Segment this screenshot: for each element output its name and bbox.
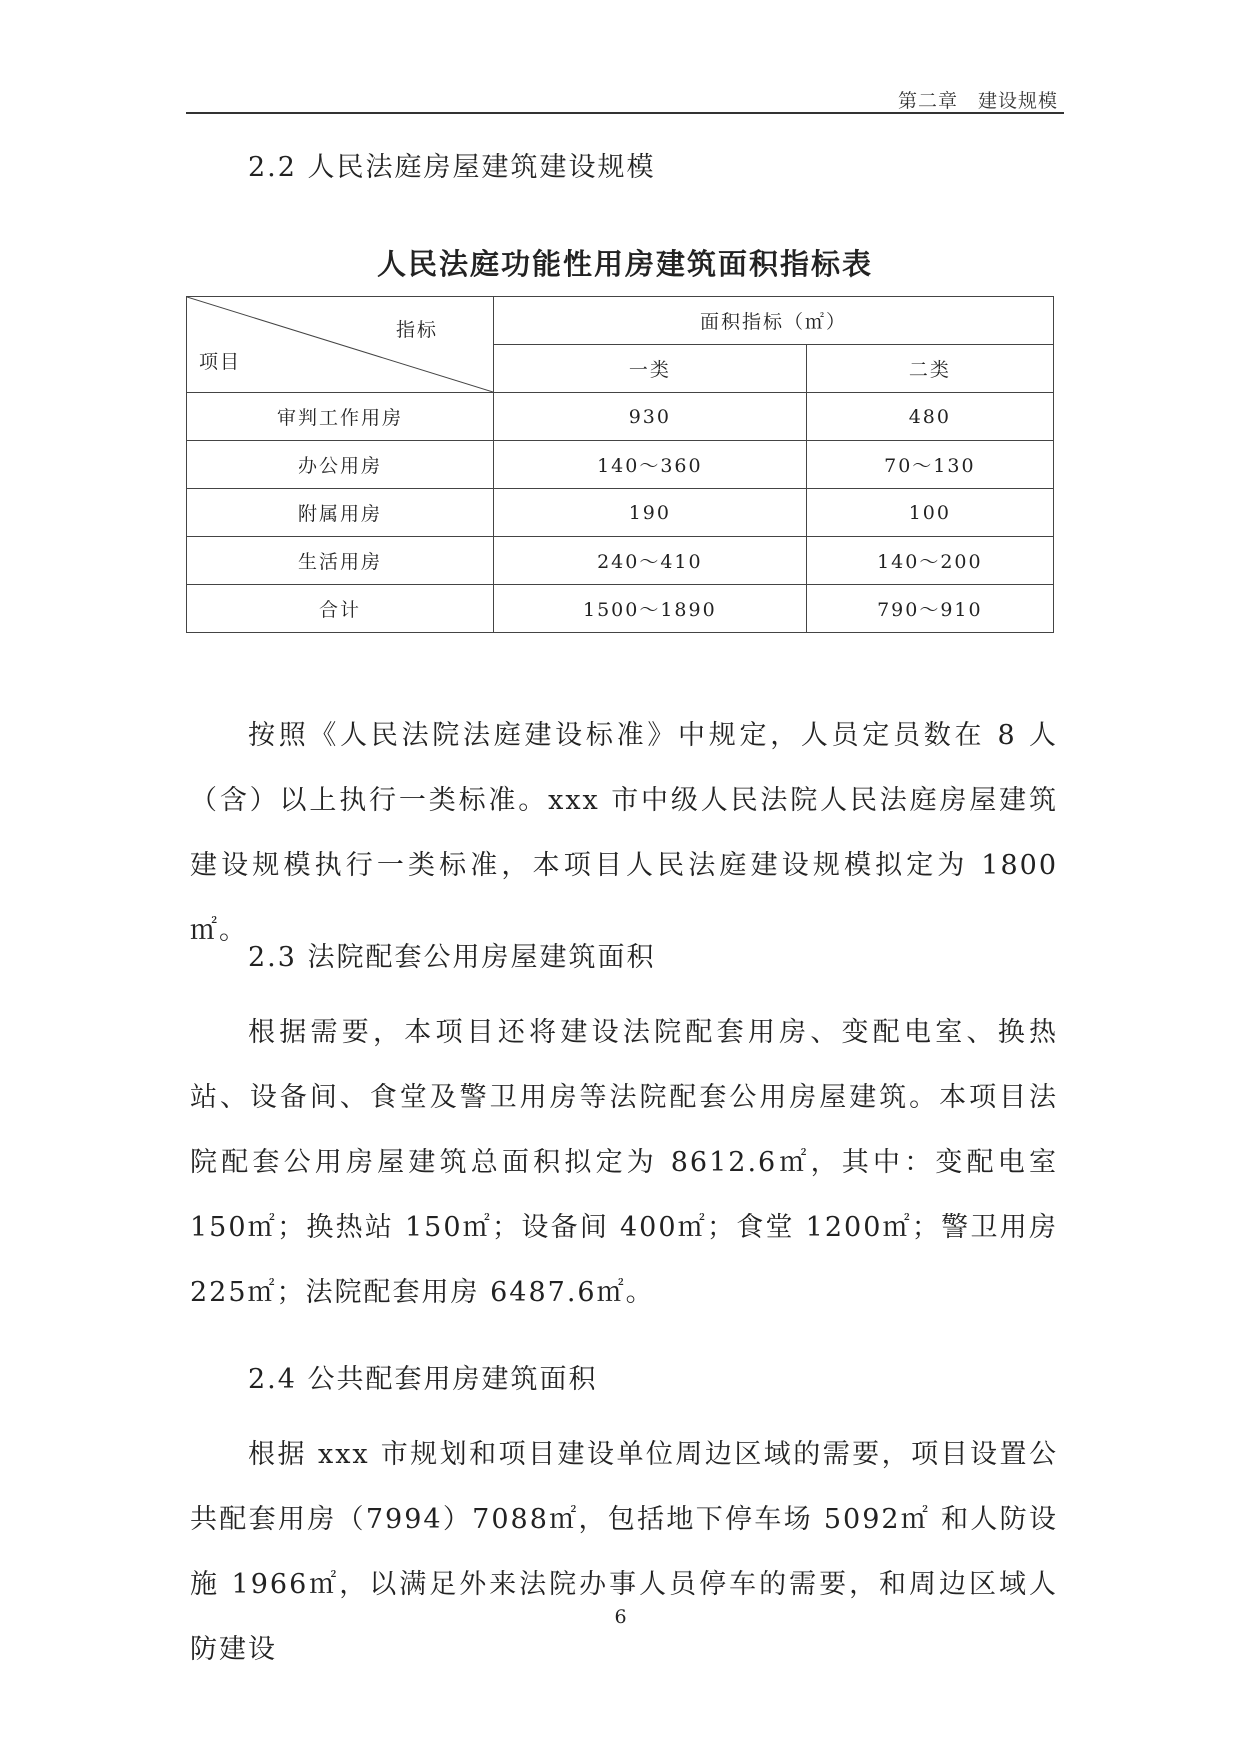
row-class2: 70～130 [806,441,1053,489]
table-row [187,537,1054,585]
row-class1: 930 [494,393,807,441]
row-class1: 140～360 [494,441,807,489]
section-heading-2-2: 2.2 人民法庭房屋建筑建设规模 [248,152,656,183]
paragraph-standard: 按照《人民法院法庭建设标准》中规定，人员定员数在 8 人（含）以上执行一类标准。xxx 市中级人民法院人民法庭房屋建筑建设规模执行一类标准，本项目人民法庭建设规模拟定为 1800㎡。 [190,720,1058,946]
table-row [187,441,1054,489]
page-header [186,84,1064,114]
corner-label-item: 项目 [199,351,242,373]
row-class2: 480 [806,393,1053,441]
table-row [187,393,1054,441]
corner-label-index: 指标 [395,319,438,341]
diagonal-line-icon [187,297,493,392]
diagonal-header-cell [187,297,494,393]
paragraph-supporting-buildings: 根据需要，本项目还将建设法院配套用房、变配电室、换热站、设备间、食堂及警卫用房等法院配套公用房屋建筑。本项目法院配套公用房屋建筑总面积拟定为 8612.6㎡，其中：变配电室 150㎡；换热站 150㎡；设备间 400㎡；食堂 1200㎡；警卫用房 225㎡；法院配套用房 6487.6㎡。 [190,1017,1058,1308]
row-item: 办公用房 [187,441,494,489]
section-heading-2-3: 2.3 法院配套公用房屋建筑面积 [248,942,656,973]
paragraph-public-facilities: 根据 xxx 市规划和项目建设单位周边区域的需要，项目设置公共配套用房（7994）7088㎡，包括地下停车场 5092㎡ 和人防设施 1966㎡，以满足外来法院办事人员停车的需要，和周边区域人防建设 [190,1439,1058,1665]
row-item: 合计 [187,585,494,633]
chapter-title: 第二章 建设规模 [897,90,1058,112]
table-row-total [187,585,1054,633]
row-class2: 140～200 [806,537,1053,585]
page-number: 6 [614,1606,627,1628]
area-index-table [186,296,1054,633]
row-item: 生活用房 [187,537,494,585]
row-class2: 100 [806,489,1053,537]
group-header: 面积指标（㎡） [494,297,1054,345]
row-class1: 190 [494,489,807,537]
table-row [187,489,1054,537]
row-class1: 240～410 [494,537,807,585]
sub-header-class1: 一类 [494,345,807,393]
row-item: 附属用房 [187,489,494,537]
row-class1: 1500～1890 [494,585,807,633]
section-heading-2-4: 2.4 公共配套用房建筑面积 [248,1364,598,1395]
row-class2: 790～910 [806,585,1053,633]
row-item: 审判工作用房 [187,393,494,441]
table-title: 人民法庭功能性用房建筑面积指标表 [376,247,873,281]
sub-header-class2: 二类 [806,345,1053,393]
